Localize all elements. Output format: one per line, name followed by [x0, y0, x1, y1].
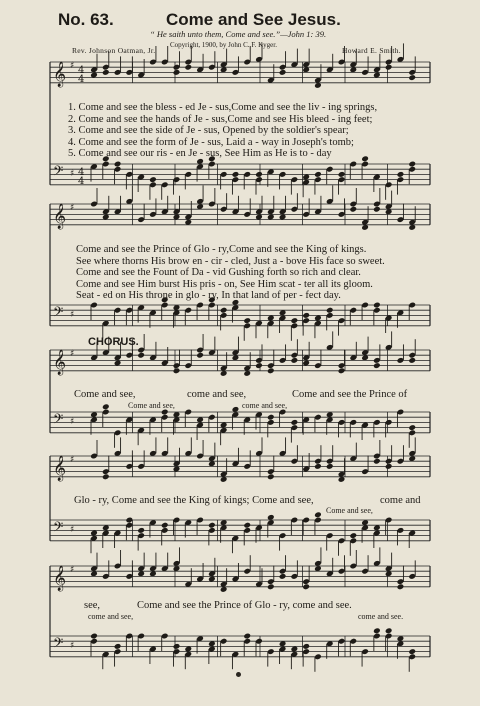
verse-1-line-1: 1. Come and see the bless - ed Je - sus,Come and see the liv - ing springs, — [68, 102, 378, 113]
note-head — [243, 522, 251, 529]
hymn-title: Come and See Jesus. — [166, 10, 341, 29]
chorus-bass-1a: Come and see, — [128, 401, 175, 410]
composer-credit: Howard E. Smith. — [342, 46, 401, 55]
note-head — [279, 573, 287, 580]
verse-1-line-2: Come and see the Prince of Glo - ry,Come and see the King of kings. — [76, 244, 367, 255]
note-head — [408, 424, 416, 431]
note-head — [291, 317, 299, 324]
treble-clef-icon: 𝄞 — [53, 62, 67, 87]
treble-clef-icon: 𝄞 — [53, 350, 67, 375]
verse-5-line-1: 5. Come and see our ris - en Je - sus, See Him as He is to - day — [68, 148, 332, 159]
bass-clef-icon: 𝄢 — [53, 519, 64, 538]
note-head — [137, 352, 145, 359]
chorus-lyric-2a: Glo - ry, Come and see the King of kings; Come and see, — [74, 495, 314, 506]
note-head — [102, 69, 110, 76]
note-head — [385, 64, 393, 71]
note-head — [408, 648, 416, 655]
lyricist-credit: Rev. Johnson Oatman, Jr. — [72, 46, 156, 55]
note-head — [161, 522, 169, 529]
time-signature-icon: 4 — [78, 65, 85, 76]
chorus-bass-3b: come and see. — [358, 612, 404, 621]
treble-clef-icon: 𝄞 — [53, 204, 67, 229]
note-head — [338, 171, 346, 178]
hymn-number: No. 63. — [58, 10, 114, 29]
note-head — [338, 367, 346, 374]
chorus-label: CHORUS. — [88, 336, 139, 348]
note-head — [373, 302, 381, 309]
note-head — [279, 69, 287, 76]
sharp-icon: ♯ — [70, 565, 75, 575]
verse-2-line-1: 2. Come and see the hands of Je - sus,Come and see His bleed - ing feet; — [68, 113, 373, 125]
note-head — [173, 643, 181, 650]
chorus-bass-1b: come and see, — [242, 401, 288, 410]
note-head — [267, 414, 275, 421]
note-head — [302, 643, 310, 650]
note-head — [114, 161, 122, 168]
note-head — [243, 317, 251, 324]
note-head — [102, 473, 110, 480]
note-head — [184, 64, 192, 71]
chorus-lyric-1b: come and see, — [187, 389, 247, 400]
note-head — [173, 367, 181, 374]
note-head — [349, 532, 357, 539]
verse-3-line-1: 3. Come and see the side of Je - sus, Opened by the soldier's spear; — [68, 125, 349, 136]
note-head — [385, 627, 393, 634]
note-head — [349, 206, 357, 213]
note-head — [102, 403, 110, 410]
note-head — [373, 362, 381, 369]
note-head — [267, 367, 275, 374]
note-head — [373, 206, 381, 213]
note-head — [302, 312, 310, 319]
note-head — [196, 352, 204, 359]
note-head — [314, 171, 322, 178]
note-head — [314, 463, 322, 470]
epigraph: “ He saith unto them, Come and see.”—John 1: 39. — [150, 29, 327, 39]
note-head — [397, 171, 405, 178]
sharp-icon: ♯ — [70, 349, 75, 359]
bass-clef-icon: 𝄢 — [53, 163, 64, 182]
sharp-icon: ♯ — [70, 455, 75, 465]
note-head — [408, 74, 416, 81]
note-head — [208, 522, 216, 529]
verse-block-line-2 — [76, 244, 385, 302]
sharp-icon: ♯ — [70, 169, 75, 179]
sharp-icon: ♯ — [70, 525, 75, 535]
verse-3-line-2: Come and see the Fount of Da - vid Gushing forth so rich and clear. — [76, 267, 361, 278]
verse-4-line-1: 4. Come and see the form of Je - sus, Laid a - way in Joseph's tomb; — [68, 136, 354, 148]
copyright-notice: Copyright, 1900, by John C. F. Kyger. — [170, 41, 277, 49]
time-signature-icon: 4 — [78, 167, 85, 178]
note-head — [255, 171, 263, 178]
treble-clef-icon: 𝄞 — [53, 456, 67, 481]
sharp-icon: ♯ — [70, 417, 75, 427]
note-head — [397, 583, 405, 590]
note-head — [126, 517, 134, 524]
note-head — [373, 458, 381, 465]
chorus-bass-3a: come and see, — [88, 612, 134, 621]
bass-clef-icon: 𝄢 — [53, 635, 64, 654]
note-head — [326, 463, 334, 470]
verse-5-line-2: Seat - ed on His throne in glo - ry, In that land of per - fect day. — [76, 290, 341, 301]
sharp-icon: ♯ — [70, 310, 75, 320]
note-head — [149, 176, 157, 183]
bass-clef-icon: 𝄢 — [53, 304, 64, 323]
time-signature-icon: 4 — [78, 176, 85, 187]
chorus-lyric-1c: Come and see the Prince of — [292, 389, 408, 400]
chorus-bass-2: Come and see, — [326, 506, 373, 515]
note-head — [291, 419, 299, 426]
sharp-icon: ♯ — [70, 203, 75, 213]
verse-block-line-1 — [68, 102, 377, 160]
sharp-icon: ♯ — [70, 61, 75, 71]
sharp-icon: ♯ — [70, 641, 75, 651]
verse-2-line-2: See where thorns His brow en - cir - cled, Just a - bove His face so sweet. — [76, 255, 385, 267]
note-head — [291, 357, 299, 364]
chorus-lyric-3a: see, — [84, 600, 101, 611]
chorus-lyric-3b: Come and see the Prince of Glo - ry, come and see. — [137, 600, 352, 611]
note-head — [302, 583, 310, 590]
verse-4-line-2: Come and see Him burst His pris - on, See Him scat - ter all its gloom. — [76, 278, 373, 290]
note-head — [373, 627, 381, 634]
note-head — [267, 473, 275, 480]
chorus-lyric-2b: come and — [380, 495, 421, 506]
page-marker — [236, 672, 241, 677]
time-signature-icon: 4 — [78, 74, 85, 85]
note-head — [255, 362, 263, 369]
note-head — [267, 583, 275, 590]
chorus-lyric-1a: Come and see, — [74, 389, 136, 400]
bass-clef-icon: 𝄢 — [53, 411, 64, 430]
note-head — [385, 463, 393, 470]
note-head — [408, 161, 416, 168]
note-head — [173, 69, 181, 76]
note-head — [220, 307, 228, 314]
note-head — [243, 633, 251, 640]
note-head — [90, 633, 98, 640]
treble-clef-icon: 𝄞 — [53, 566, 67, 591]
note-head — [408, 357, 416, 364]
note-head — [232, 171, 240, 178]
note-head — [314, 511, 322, 518]
note-head — [114, 643, 122, 650]
note-head — [326, 307, 334, 314]
note-head — [137, 527, 145, 534]
